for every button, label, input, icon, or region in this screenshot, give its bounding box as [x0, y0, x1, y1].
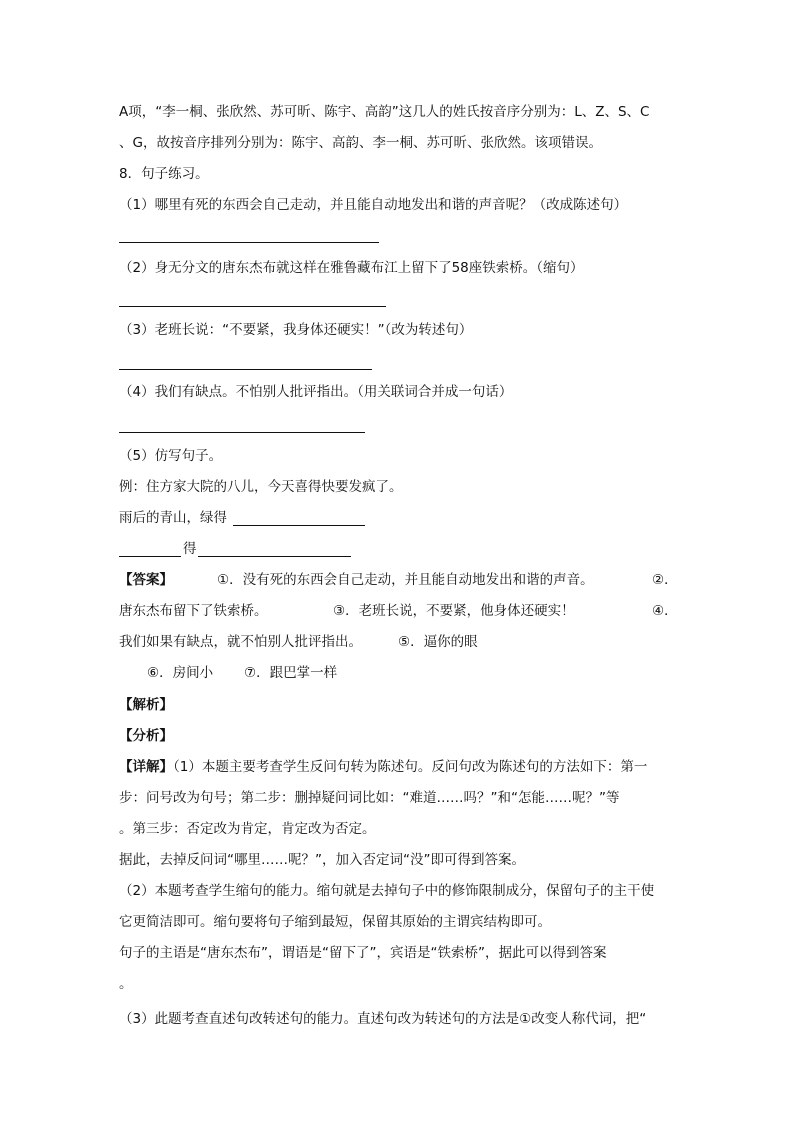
detail-2a: （2）本题考查学生缩句的能力。缩句就是去掉句子中的修饰限制成分，保留句子的主干使: [119, 883, 655, 899]
question-2: （2）身无分文的唐东杰布就这样在雅鲁藏布江上留下了58座铁索桥。（缩句）: [119, 260, 584, 276]
intro-line-2: 、G，故按音序排列分别为：陈宇、高韵、李一桐、苏可昕、张欣然。该项错误。: [119, 135, 602, 151]
xiangjie-label: 【详解】: [119, 759, 173, 775]
answer-7: ⑦．跟巴掌一样: [244, 665, 338, 681]
question-heading: 8．句子练习。: [119, 166, 209, 182]
detail-1b: 步：问号改为句号；第二步：删掉疑问词比如：“难道……吗？”和“怎能……呢？”等: [119, 790, 620, 806]
answer-blank-3[interactable]: [119, 369, 372, 370]
detail-2c: 句子的主语是“唐东杰布”，谓语是“留下了”，宾语是“铁索桥”，据此可以得到答案: [119, 945, 607, 961]
fill-blank-1[interactable]: [233, 525, 365, 526]
detail-1a: （1）本题主要考查学生反问句转为陈述句。反问句改为陈述句的方法如下：第一: [173, 759, 648, 775]
answer-blank-2[interactable]: [119, 306, 386, 307]
detail-2b: 它更简洁即可。缩句要将句子缩到最短，保留其原始的主谓宾结构即可。: [119, 914, 551, 930]
answer-3: ③．老班长说，不要紧，他身体还硬实！: [333, 603, 575, 619]
question-5: （5）仿写句子。: [119, 448, 223, 464]
answer-2-num: ②．: [652, 572, 678, 588]
fill-prefix: 雨后的青山，绿得: [119, 510, 227, 526]
answer-1: ①．没有死的东西会自己走动，并且能自动地发出和谐的声音。: [217, 572, 594, 588]
detail-3a: （3）此题考查直述句改转述句的能力。直述句改为转述句的方法是①改变人称代词，把“: [119, 1011, 647, 1027]
answer-label: 【答案】: [119, 572, 173, 588]
answer-5: ⑤．逼你的眼: [398, 634, 478, 650]
detail-2d: 。: [119, 976, 133, 992]
intro-line-1: A项，“李一桐、张欣然、苏可昕、陈宇、高韵”这几人的姓氏按音序分别为：L、Z、S、C: [119, 104, 650, 120]
fill-blank-2b[interactable]: [198, 556, 351, 557]
question-1: （1）哪里有死的东西会自己走动，并且能自动地发出和谐的声音呢？（改成陈述句）: [119, 197, 628, 213]
question-3: （3）老班长说：“不要紧，我身体还硬实！”（改为转述句）: [119, 322, 473, 338]
fenxi-label: 【分析】: [119, 728, 173, 744]
fill-line-1: [119, 508, 227, 528]
fill-blank-2a[interactable]: [119, 556, 181, 557]
xiangjie-line: [119, 757, 647, 777]
question-4: （4）我们有缺点。不怕别人批评指出。（用关联词合并成一句话）: [119, 384, 513, 400]
jiexi-label: 【解析】: [119, 697, 173, 713]
answer-4-num: ④．: [652, 603, 678, 619]
detail-1d: 据此，去掉反问词“哪里……呢？”，加入否定词“没”即可得到答案。: [119, 852, 525, 868]
detail-1c: 。第三步：否定改为肯定，肯定改为否定。: [119, 821, 376, 837]
example-sentence: 例：住方家大院的八儿，今天喜得快要发疯了。: [119, 479, 403, 495]
answer-4: 我们如果有缺点，就不怕别人批评指出。: [119, 634, 362, 650]
answer-2: 唐东杰布留下了铁索桥。: [119, 603, 268, 619]
fill-mid: 得: [183, 541, 197, 557]
answer-blank-4[interactable]: [119, 432, 365, 433]
answer-6: ⑥．房间小: [147, 665, 214, 681]
answer-blank-1[interactable]: [119, 242, 379, 243]
